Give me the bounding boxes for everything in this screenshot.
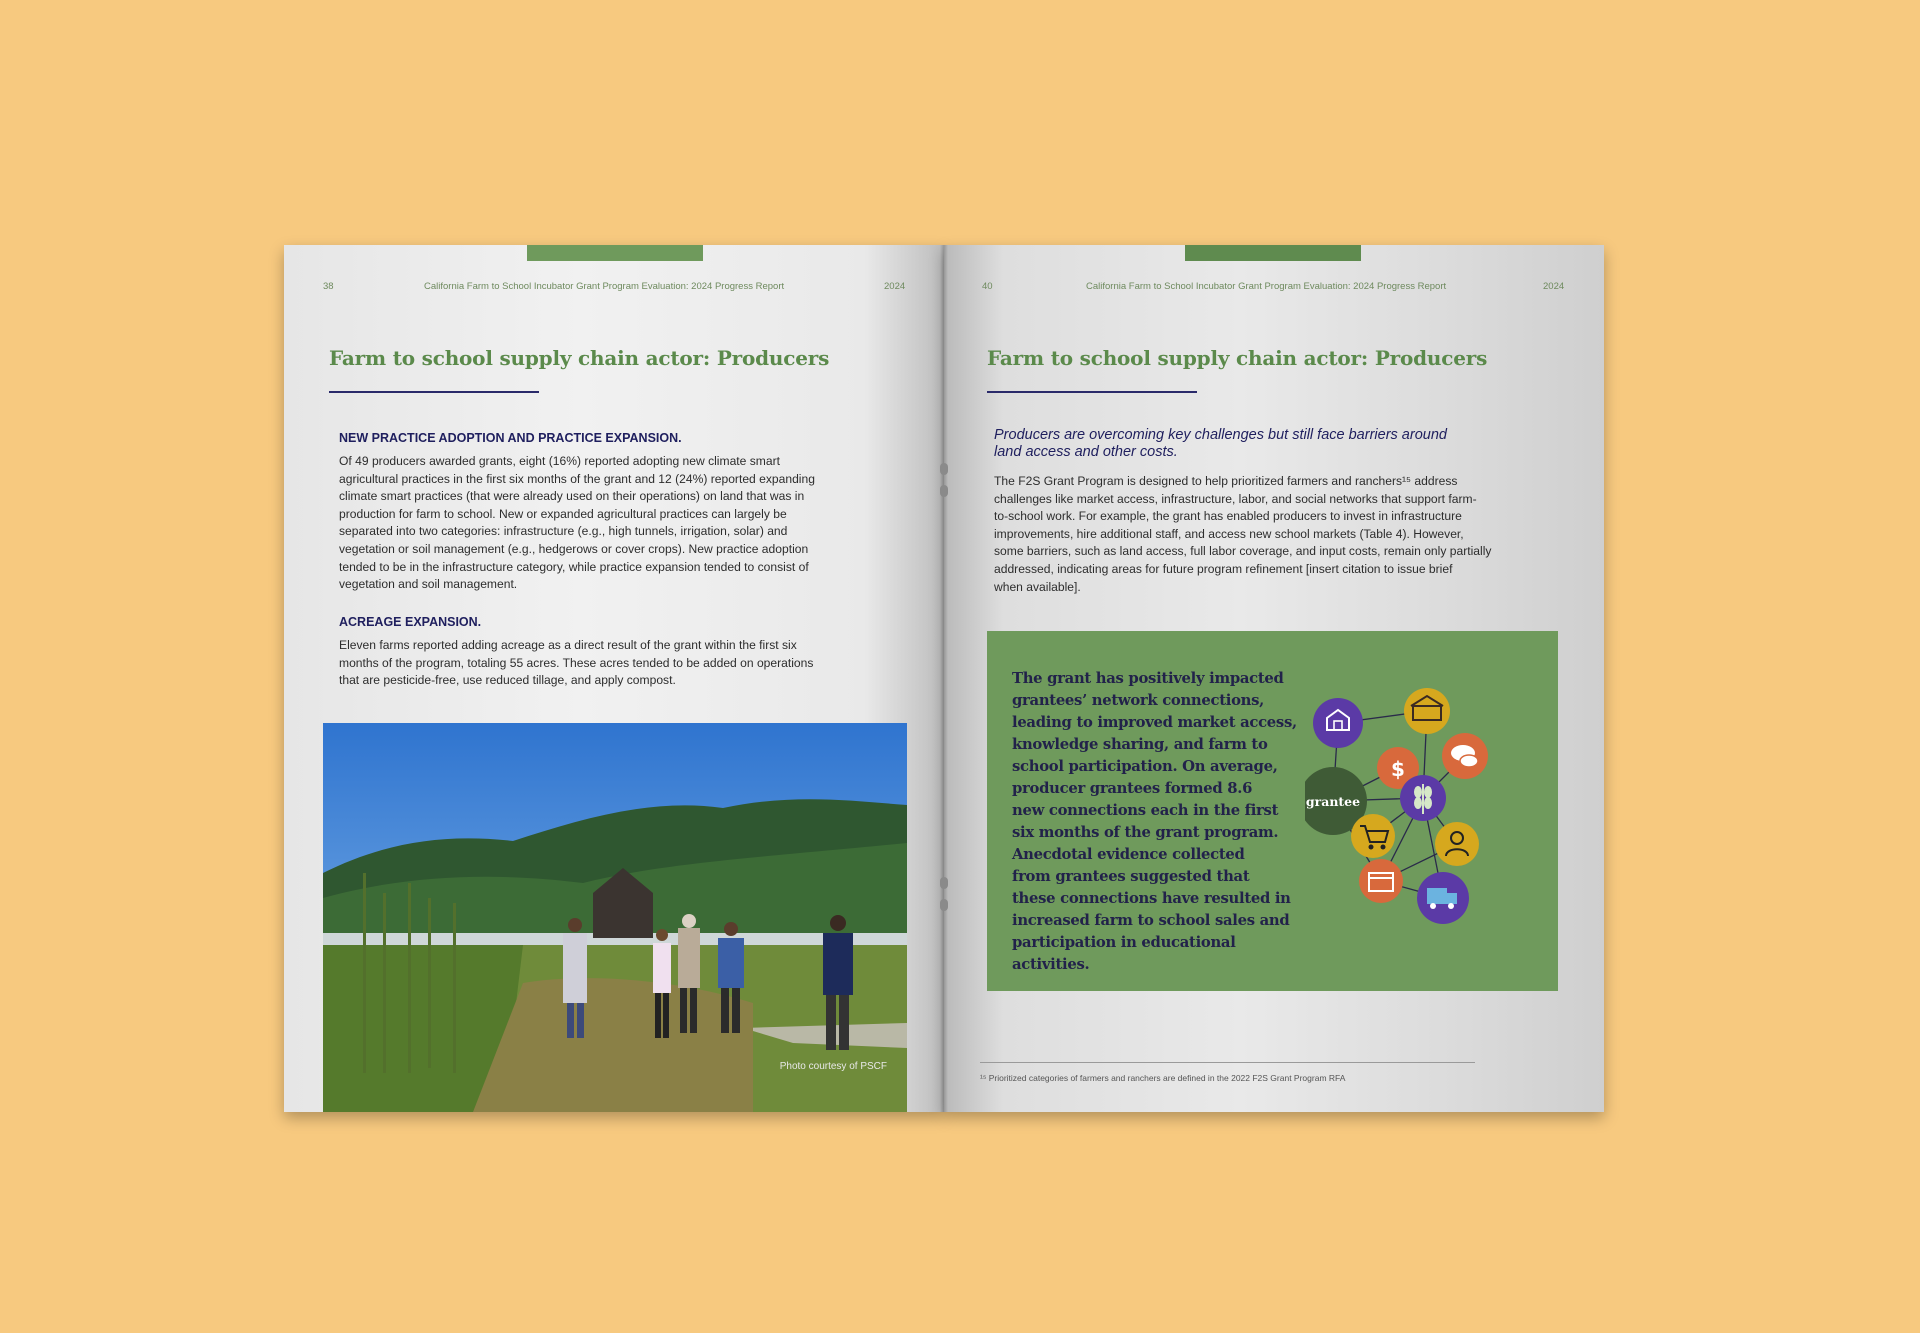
farm-scene-image <box>323 723 907 1112</box>
footnote-rule <box>980 1062 1475 1063</box>
page-number: 38 <box>323 281 334 292</box>
network-diagram <box>1305 666 1545 934</box>
text-line: separated into two categories: infrastructure (e.g., high tunnels, irrigation, solar) and <box>339 524 788 539</box>
person-icon <box>1435 822 1479 866</box>
footnote: ¹⁵ Prioritized categories of farmers and ranchers are defined in the 2022 F2S Grant Program RFA <box>980 1073 1346 1083</box>
section-paragraph <box>339 453 899 594</box>
running-header: California Farm to School Incubator Grant Program Evaluation: 2024 Progress Report <box>424 281 785 292</box>
right-page <box>944 245 1604 1112</box>
callout-line: increased farm to school sales and <box>1012 912 1290 929</box>
staple <box>940 877 948 889</box>
callout-line: leading to improved market access, <box>1012 714 1297 731</box>
callout-line: these connections have resulted in <box>1012 890 1291 907</box>
section-paragraph <box>339 637 899 690</box>
section-subheading: NEW PRACTICE ADOPTION AND PRACTICE EXPANSION. <box>339 431 682 445</box>
text-line: Of 49 producers awarded grants, eight (16%) reported adopting new climate smart <box>339 454 780 468</box>
callout-line: The grant has positively impacted <box>1012 670 1284 687</box>
staple <box>940 463 948 475</box>
text-line: Eleven farms reported adding acreage as a direct result of the grant within the first six <box>339 638 797 652</box>
spine-shadow <box>940 245 948 1112</box>
running-header: California Farm to School Incubator Grant Program Evaluation: 2024 Progress Report <box>1086 281 1447 292</box>
text-line: tended to be in the infrastructure category, while practice expansion tended to consist of <box>339 559 809 574</box>
text-line: production for farm to school. New or expanded agricultural practices can largely be <box>339 506 787 521</box>
staple <box>940 899 948 911</box>
callout-box <box>987 631 1558 991</box>
text-line: months of the program, totaling 55 acres. These acres tended to be added on operations <box>339 655 814 670</box>
callout-line: Anecdotal evidence collected <box>1012 846 1245 863</box>
callout-line: six months of the grant program. <box>1012 824 1279 841</box>
text-line: some barriers, such as land access, full labor coverage, and input costs, remain only partially <box>994 544 1492 559</box>
wheat-icon <box>1400 775 1446 821</box>
body-paragraph <box>994 473 1554 596</box>
page-tab <box>1185 245 1361 261</box>
page-heading: Farm to school supply chain actor: Producers <box>987 346 1488 370</box>
callout-line: grantees’ network connections, <box>1012 692 1264 709</box>
staple <box>940 485 948 497</box>
lead-line: land access and other costs. <box>994 444 1178 460</box>
text-line: challenges like market access, infrastructure, labor, and social networks that support farm- <box>994 491 1477 506</box>
text-line: vegetation or soil management (e.g., hedgerows or cover crops). New practice adoption <box>339 541 809 556</box>
callout-line: school participation. On average, <box>1012 758 1278 775</box>
barn-icon <box>1313 698 1363 748</box>
text-line: when available]. <box>994 579 1081 594</box>
page-tab <box>527 245 703 261</box>
heading-rule <box>987 391 1197 393</box>
svg-text:$: $ <box>1391 757 1405 781</box>
callout-line: new connections each in the first <box>1012 802 1279 819</box>
section-subheading: ACREAGE EXPANSION. <box>339 615 482 629</box>
text-line: The F2S Grant Program is designed to help prioritized farmers and ranchers¹⁵ address <box>994 474 1458 488</box>
school-icon <box>1404 688 1450 734</box>
lead-line: Producers are overcoming key challenges but still face barriers around <box>994 427 1447 443</box>
cart-icon <box>1351 814 1395 858</box>
callout-line: knowledge sharing, and farm to <box>1012 736 1268 753</box>
photo-credit: Photo courtesy of PSCF <box>779 1061 887 1072</box>
text-line: climate smart practices (that were already used on their operations) on land that was in <box>339 489 805 504</box>
page-heading: Farm to school supply chain actor: Producers <box>329 346 830 370</box>
lead-statement <box>994 427 1514 461</box>
chat-icon <box>1442 733 1488 779</box>
svg-text:grantee: grantee <box>1305 794 1361 809</box>
callout-text <box>1012 668 1312 976</box>
callout-line: from grantees suggested that <box>1012 868 1250 885</box>
left-page <box>284 245 944 1112</box>
truck-icon <box>1417 872 1469 924</box>
text-line: addressed, indicating areas for future program refinement [insert citation to issue brief <box>994 561 1453 576</box>
text-line: that are pesticide-free, use reduced tillage, and apply compost. <box>339 673 676 688</box>
header-year: 2024 <box>884 281 906 292</box>
callout-line: producer grantees formed 8.6 <box>1012 780 1253 797</box>
callout-line: participation in educational activities. <box>1012 934 1236 973</box>
text-line: vegetation and soil management. <box>339 577 518 592</box>
text-line: to-school work. For example, the grant has enabled producers to invest in infrastructure <box>994 509 1462 524</box>
header-year: 2024 <box>1543 281 1565 292</box>
farm-photo <box>323 723 907 1112</box>
text-line: improvements, hire additional staff, and access new school markets (Table 4). However, <box>994 526 1464 541</box>
brochure-spread <box>284 245 1604 1112</box>
store-icon <box>1359 859 1403 903</box>
text-line: agricultural practices in the first six months of the grant and 12 (24%) reported expanding <box>339 471 815 486</box>
page-number: 40 <box>982 281 993 292</box>
heading-rule <box>329 391 539 393</box>
